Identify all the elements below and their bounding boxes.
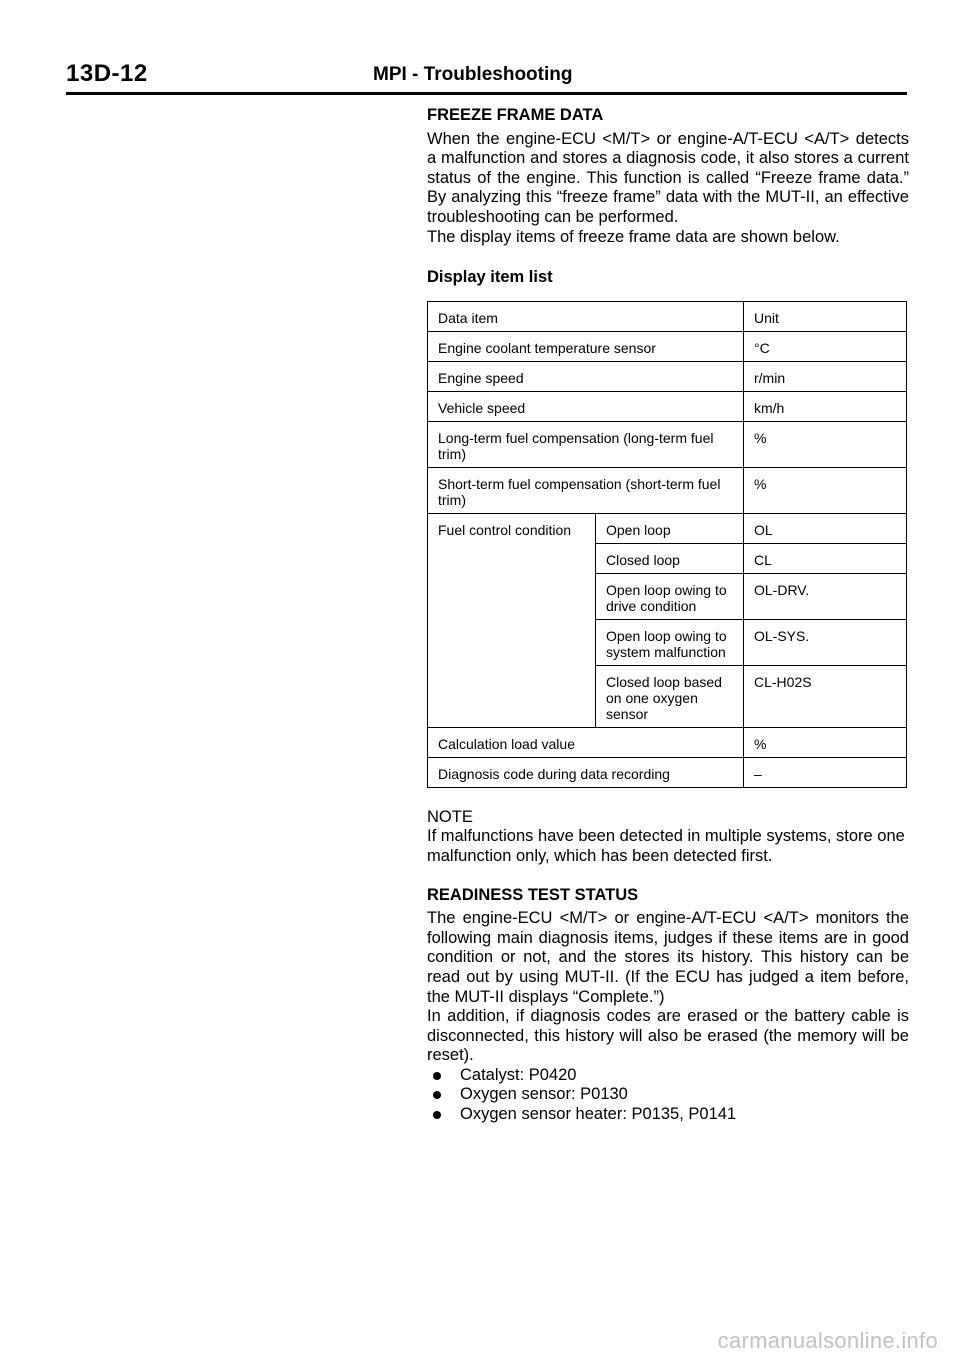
- unit-cell: °C: [744, 331, 907, 361]
- data-item-cell: Engine speed: [428, 361, 744, 391]
- table-row: [428, 391, 907, 421]
- monitored-items-list: [427, 1066, 909, 1125]
- display-item-list-heading: Display item list: [427, 268, 553, 287]
- table-row: [428, 331, 907, 361]
- table-header-unit: Unit: [744, 301, 907, 331]
- page-number: 13D-12: [66, 60, 148, 87]
- readiness-paragraph-2: In addition, if diagnosis codes are erased or the battery cable is disconnected, this history will also be erased (the memory will be reset).: [427, 1007, 909, 1065]
- table-row: [428, 727, 907, 757]
- data-item-cell: Long-term fuel compensation (long-term fuel trim): [428, 421, 744, 467]
- unit-cell: %: [744, 467, 907, 513]
- readiness-heading: READINESS TEST STATUS: [427, 885, 639, 904]
- data-item-cell: Vehicle speed: [428, 391, 744, 421]
- table-row: [428, 757, 907, 787]
- data-item-cell: Engine coolant temperature sensor: [428, 331, 744, 361]
- list-item: Oxygen sensor: P0130: [427, 1085, 909, 1105]
- sub-item-cell: Closed loop based on one oxygen sensor: [596, 665, 744, 727]
- readiness-paragraph: The engine-ECU <M/T> or engine-A/T-ECU <A/T> monitors the following main diagnosis items, judges if these items are in good condition or not, and the stores its history. This history can be read out by using MUT-II. (If the ECU has judged a item before, the MUT-II displays “Complete.”): [427, 909, 909, 1006]
- sub-item-cell: Open loop owing to drive condition: [596, 573, 744, 619]
- unit-cell: %: [744, 727, 907, 757]
- table-header-row: [428, 301, 907, 331]
- note-block: [427, 808, 909, 867]
- freeze-frame-heading: FREEZE FRAME DATA: [427, 106, 604, 124]
- list-item: Oxygen sensor heater: P0135, P0141: [427, 1105, 909, 1125]
- sub-item-cell: Open loop owing to system malfunction: [596, 619, 744, 665]
- table-row: [428, 467, 907, 513]
- unit-cell: CL-H02S: [744, 665, 907, 727]
- unit-cell: OL-DRV.: [744, 573, 907, 619]
- table-row: [428, 421, 907, 467]
- sub-item-cell: Open loop: [596, 513, 744, 543]
- unit-cell: CL: [744, 543, 907, 573]
- freeze-frame-paragraph: When the engine-ECU <M/T> or engine-A/T-ECU <A/T> detects a malfunction and stores a diagnosis code, it also stores a current status of the engine. This function is called “Freeze frame data.” By analyzing this “freeze frame” data with the MUT-II, an effective troubleshooting can be performed.: [427, 129, 909, 226]
- unit-cell: %: [744, 421, 907, 467]
- watermark: carmanualsonline.info: [717, 1328, 938, 1353]
- unit-cell: r/min: [744, 361, 907, 391]
- sub-item-cell: Closed loop: [596, 543, 744, 573]
- unit-cell: OL: [744, 513, 907, 543]
- unit-cell: km/h: [744, 391, 907, 421]
- data-item-cell: Short-term fuel compensation (short-term fuel trim): [428, 467, 744, 513]
- display-item-table: [427, 301, 907, 788]
- fuel-control-condition-cell: Fuel control condition: [428, 513, 596, 727]
- table-row: [428, 361, 907, 391]
- freeze-frame-paragraph-2: The display items of freeze frame data are shown below.: [427, 227, 840, 246]
- table-header-item: Data item: [428, 301, 744, 331]
- data-item-cell: Diagnosis code during data recording: [428, 757, 744, 787]
- list-item: Catalyst: P0420: [427, 1066, 909, 1086]
- note-text: If malfunctions have been detected in multiple systems, store one malfunction only, which has been detected first.: [427, 827, 905, 865]
- table-row: [428, 513, 907, 543]
- section-title: MPI - Troubleshooting: [373, 64, 573, 85]
- note-label: NOTE: [427, 807, 473, 826]
- unit-cell: –: [744, 757, 907, 787]
- main-content: [427, 106, 909, 1125]
- page-header: [66, 58, 907, 95]
- data-item-cell: Calculation load value: [428, 727, 744, 757]
- unit-cell: OL-SYS.: [744, 619, 907, 665]
